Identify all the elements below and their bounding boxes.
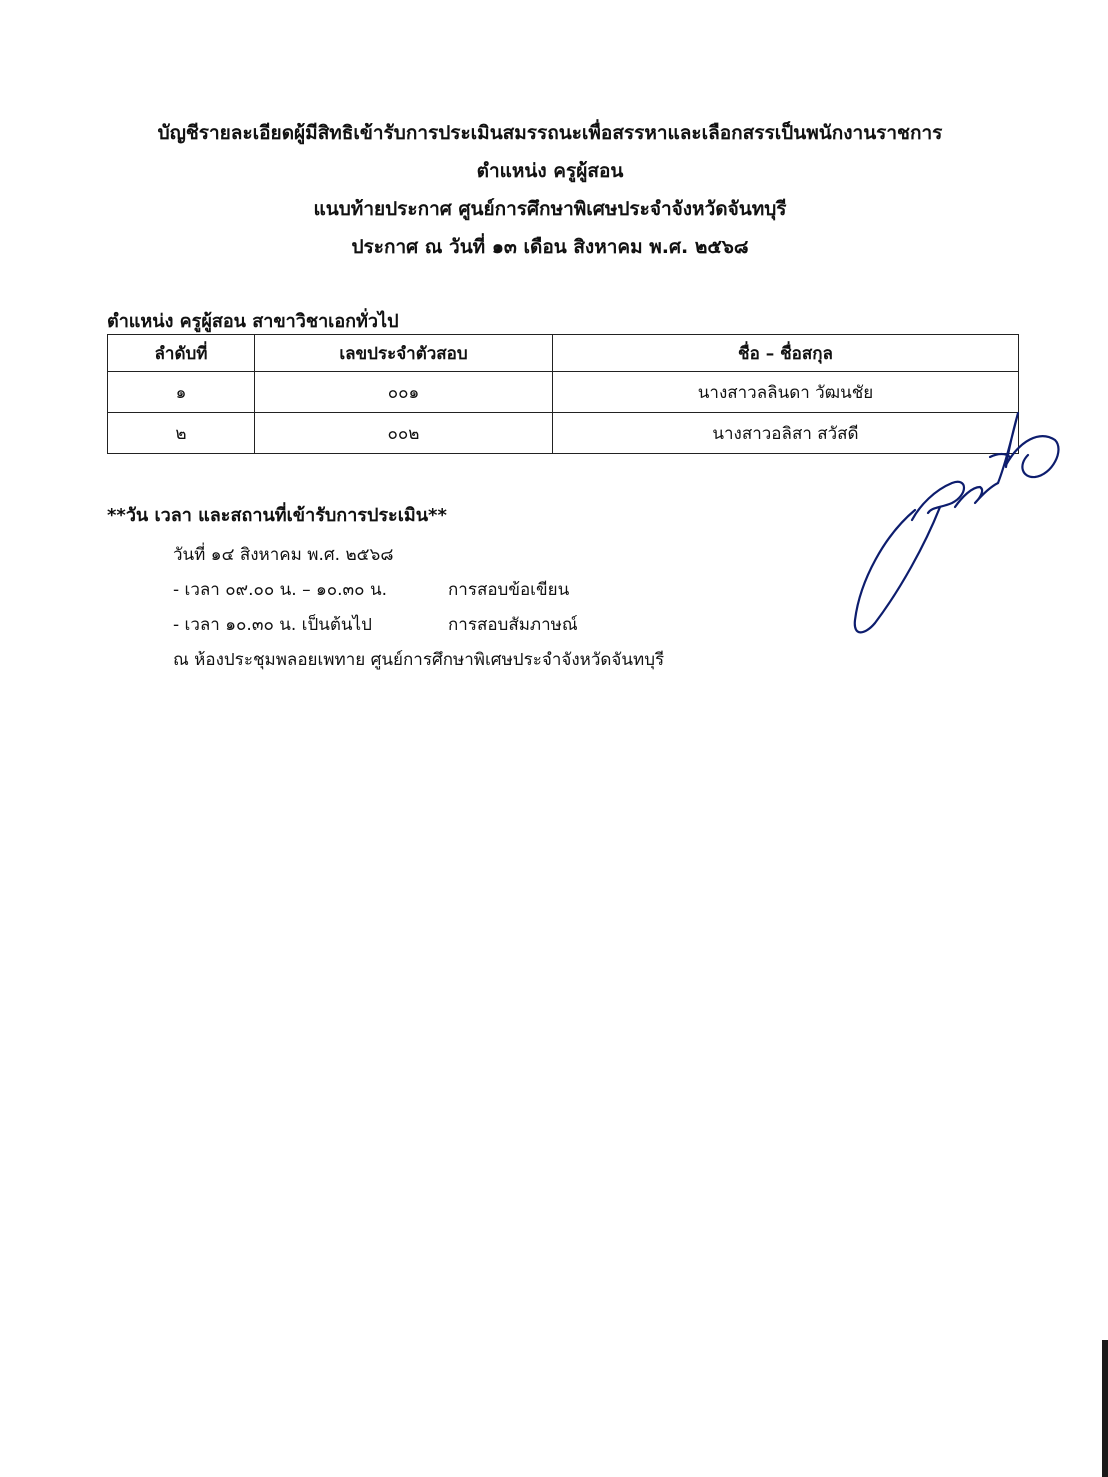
- scan-edge-shadow: [1102, 1340, 1108, 1477]
- document-title: [100, 114, 1000, 266]
- schedule-details: [173, 538, 664, 678]
- announcement-date: ประกาศ ณ วันที่ ๑๓ เดือน สิงหาคม พ.ศ. ๒๕๖๘: [351, 236, 749, 258]
- header-exam-id: เลขประจำตัวสอบ: [255, 335, 553, 372]
- exam-date: วันที่ ๑๔ สิงหาคม พ.ศ. ๒๕๖๘: [173, 545, 394, 565]
- schedule-activity: การสอบข้อเขียน: [448, 580, 570, 600]
- exam-location: ณ ห้องประชุมพลอยเพทาย ศูนย์การศึกษาพิเศษประจำจังหวัดจันทบุรี: [173, 650, 665, 670]
- cell-order: ๑: [108, 372, 255, 413]
- schedule-activity: การสอบสัมภาษณ์: [448, 615, 578, 635]
- schedule-item: [173, 573, 664, 608]
- table-header-row: [108, 335, 1019, 372]
- title-line-3: แนบท้ายประกาศ ศูนย์การศึกษาพิเศษประจำจังหวัดจันทบุรี: [313, 198, 787, 220]
- header-order: ลำดับที่: [108, 335, 255, 372]
- cell-full-name: นางสาวลลินดา วัฒนชัย: [553, 372, 1019, 413]
- title-line-2: ตำแหน่ง ครูผู้สอน: [476, 160, 624, 182]
- header-full-name: ชื่อ – ชื่อสกุล: [553, 335, 1019, 372]
- cell-full-name: นางสาวอลิสา สวัสดี: [553, 413, 1019, 454]
- schedule-time: - เวลา ๑๐.๓๐ น. เป็นต้นไป: [173, 615, 372, 635]
- schedule-heading: **วัน เวลา และสถานที่เข้ารับการประเมิน**: [107, 505, 447, 526]
- cell-exam-id: ๐๐๒: [255, 413, 553, 454]
- position-label: ตำแหน่ง ครูผู้สอน สาขาวิชาเอกทั่วไป: [107, 311, 399, 332]
- title-line-1: บัญชีรายละเอียดผู้มีสิทธิเข้ารับการประเมินสมรรถนะเพื่อสรรหาและเลือกสรรเป็นพนักงานราชการ: [157, 122, 943, 144]
- cell-order: ๒: [108, 413, 255, 454]
- cell-exam-id: ๐๐๑: [255, 372, 553, 413]
- schedule-item: [173, 608, 664, 643]
- schedule-time: - เวลา ๐๙.๐๐ น. – ๑๐.๓๐ น.: [173, 580, 387, 600]
- handwritten-signature: [840, 395, 1070, 645]
